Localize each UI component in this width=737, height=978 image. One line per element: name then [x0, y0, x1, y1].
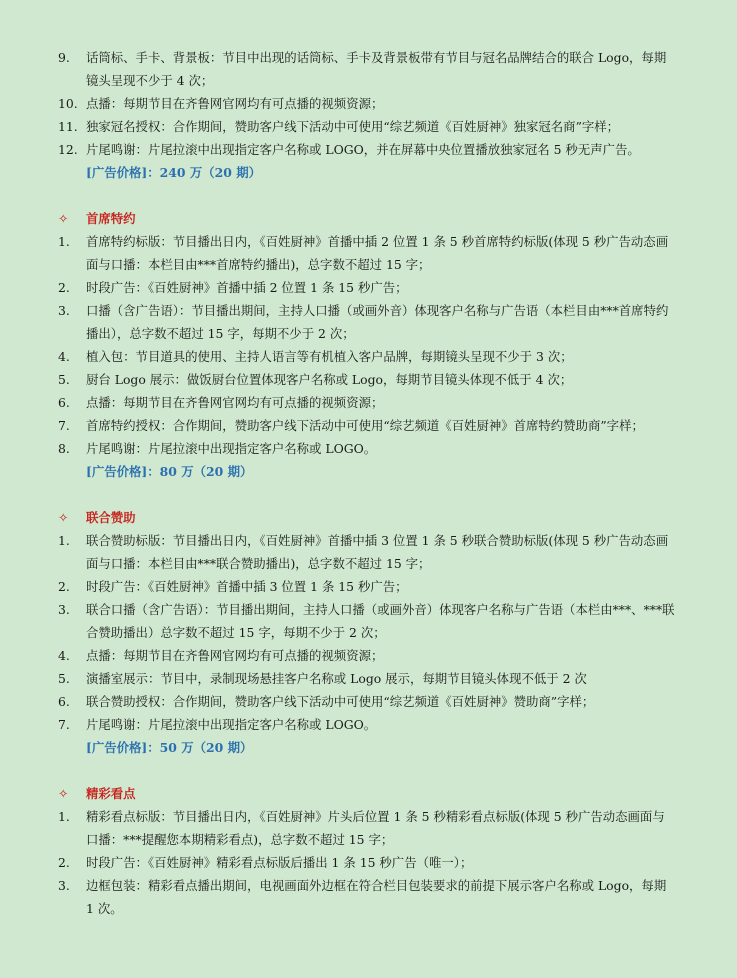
section-heading [58, 207, 677, 230]
item-text: 片尾鸣谢：片尾拉滚中出现指定客户名称或 LOGO。 [86, 441, 377, 456]
section-title: 联合赞助 [86, 510, 136, 525]
section-joint-sponsor [58, 506, 677, 759]
item-text: 点播：每期节目在齐鲁网官网均有可点播的视频资源； [86, 648, 384, 663]
item-number: 8. [58, 441, 70, 456]
item-number: 3. [58, 602, 70, 617]
list-item [58, 644, 677, 667]
list-item [58, 805, 677, 851]
item-text: 片尾鸣谢：片尾拉滚中出现指定客户名称或 LOGO，并在屏幕中央位置播放独家冠名 5 秒无声广告。 [86, 142, 640, 157]
section-title: 精彩看点 [86, 786, 136, 801]
list-item [58, 391, 677, 414]
section-heading [58, 782, 677, 805]
item-text: 时段广告：《百姓厨神》首播中插 2 位置 1 条 15 秒广告； [86, 280, 408, 295]
item-number: 3. [58, 303, 70, 318]
item-text: 边框包装：精彩看点播出期间，电视画面外边框在符合栏目包装要求的前提下展示客户名称或 Logo，每期 1 次。 [86, 878, 667, 916]
item-text: 联合口播（含广告语）：节目播出期间，主持人口播（或画外音）体现客户名称与广告语（本栏由***、***联合赞助播出）总字数不超过 15 字，每期不少于 2 次； [86, 602, 675, 640]
item-number: 5. [58, 671, 70, 686]
list-item [58, 690, 677, 713]
continued-list [58, 46, 677, 184]
list-item [58, 115, 677, 138]
diamond-bullet-icon: ✧ [58, 786, 69, 801]
list-item [58, 276, 677, 299]
section-heading [58, 506, 677, 529]
item-number: 10. [58, 96, 78, 111]
item-text: 时段广告：《百姓厨神》首播中插 3 位置 1 条 15 秒广告； [86, 579, 408, 594]
spacer [58, 184, 677, 207]
section-highlights [58, 782, 677, 920]
item-number: 7. [58, 418, 70, 433]
list-item [58, 345, 677, 368]
item-text: 话筒标、手卡、背景板：节目中出现的话筒标、手卡及背景板带有节目与冠名品牌结合的联合 Logo，每期镜头呈现不少于 4 次； [86, 50, 667, 88]
item-number: 1. [58, 533, 70, 548]
list-item [58, 667, 677, 690]
item-text: 口播（含广告语）：节目播出期间，主持人口播（或画外音）体现客户名称与广告语（本栏目由***首席特约播出），总字数不超过 15 字，每期不少于 2 次； [86, 303, 669, 341]
list-item [58, 575, 677, 598]
list-item [58, 138, 677, 161]
item-text: 独家冠名授权：合作期间，赞助客户线下活动中可使用“综艺频道《百姓厨神》独家冠名商”字样； [86, 119, 620, 134]
item-number: 4. [58, 349, 70, 364]
price-line: [广告价格]：240 万（20 期） [86, 165, 261, 180]
list-item [58, 529, 677, 575]
item-text: 植入包：节目道具的使用、主持人语言等有机植入客户品牌，每期镜头呈现不少于 3 次； [86, 349, 573, 364]
item-text: 厨台 Logo 展示：做饭厨台位置体现客户名称或 Logo，每期节目镜头体现不低于 4 次； [86, 372, 573, 387]
item-number: 2. [58, 855, 70, 870]
item-number: 6. [58, 694, 70, 709]
list-item [58, 414, 677, 437]
price-line: [广告价格]：80 万（20 期） [86, 464, 253, 479]
item-number: 7. [58, 717, 70, 732]
item-text: 时段广告：《百姓厨神》精彩看点标版后播出 1 条 15 秒广告（唯一）； [86, 855, 473, 870]
item-number: 5. [58, 372, 70, 387]
item-number: 9. [58, 50, 70, 65]
spacer [58, 483, 677, 506]
item-text: 首席特约授权：合作期间，赞助客户线下活动中可使用“综艺频道《百姓厨神》首席特约赞助商”字样； [86, 418, 644, 433]
list-item [58, 299, 677, 345]
list-item [58, 437, 677, 460]
diamond-bullet-icon: ✧ [58, 510, 69, 525]
item-number: 6. [58, 395, 70, 410]
list-item [58, 92, 677, 115]
item-number: 2. [58, 579, 70, 594]
item-text: 首席特约标版：节目播出日内，《百姓厨神》首播中插 2 位置 1 条 5 秒首席特约标版(体现 5 秒广告动态画面与口播：本栏目由***首席特约播出)，总字数不超过 15 字； [86, 234, 669, 272]
item-text: 点播：每期节目在齐鲁网官网均有可点播的视频资源； [86, 96, 384, 111]
item-text: 精彩看点标版：节目播出日内，《百姓厨神》片头后位置 1 条 5 秒精彩看点标版(体现 5 秒广告动态画面与口播：***提醒您本期精彩看点)，总字数不超过 15 字； [86, 809, 665, 847]
item-number: 3. [58, 878, 70, 893]
item-number: 1. [58, 234, 70, 249]
item-text: 联合赞助授权：合作期间，赞助客户线下活动中可使用“综艺频道《百姓厨神》赞助商”字样； [86, 694, 595, 709]
spacer [58, 759, 677, 782]
list-item [58, 851, 677, 874]
list-item [58, 713, 677, 736]
item-text: 点播：每期节目在齐鲁网官网均有可点播的视频资源； [86, 395, 384, 410]
item-number: 11. [58, 119, 78, 134]
item-number: 2. [58, 280, 70, 295]
item-number: 12. [58, 142, 78, 157]
item-text: 联合赞助标版：节目播出日内，《百姓厨神》首播中插 3 位置 1 条 5 秒联合赞助标版(体现 5 秒广告动态画面与口播：本栏目由***联合赞助播出)，总字数不超过 15 字； [86, 533, 669, 571]
price-line: [广告价格]：50 万（20 期） [86, 740, 253, 755]
item-text: 演播室展示：节目中，录制现场悬挂客户名称或 Logo 展示，每期节目镜头体现不低于 2 次 [86, 671, 587, 686]
list-item [58, 368, 677, 391]
item-text: 片尾鸣谢：片尾拉滚中出现指定客户名称或 LOGO。 [86, 717, 377, 732]
section-title: 首席特约 [86, 211, 136, 226]
diamond-bullet-icon: ✧ [58, 211, 69, 226]
item-number: 4. [58, 648, 70, 663]
list-item [58, 874, 677, 920]
list-item [58, 230, 677, 276]
section-chief-sponsor [58, 207, 677, 483]
list-item [58, 46, 677, 92]
list-item [58, 598, 677, 644]
item-number: 1. [58, 809, 70, 824]
